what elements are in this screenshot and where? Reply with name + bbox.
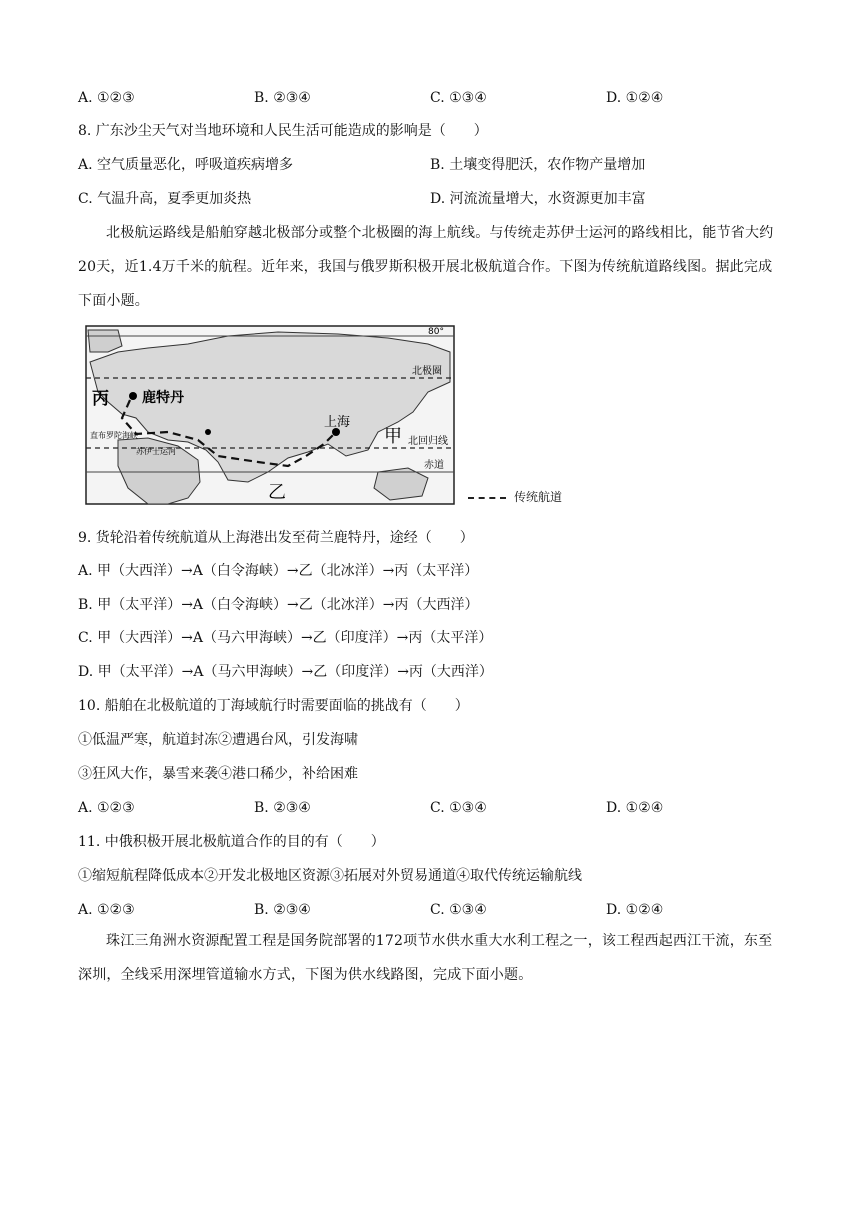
q9-option-b: B. 甲（太平洋）→A（白令海峡）→乙（北冰洋）→丙（大西洋） [78, 597, 479, 613]
q8-stem: 8. 广东沙尘天气对当地环境和人民生活可能造成的影响是（ ） [78, 123, 488, 139]
passage-pearl-river-text: 珠江三角洲水资源配置工程是国务院部署的172项节水供水重大水利工程之一，该工程西起西江干流，东至深圳，全线采用深埋管道输水方式，下图为供水线路图，完成下面小题。 [78, 933, 773, 983]
q10-option-c: C. ①③④ [430, 800, 487, 816]
shipping-route-map [78, 322, 608, 512]
map-label-yi: 乙 [268, 482, 286, 503]
q9-option-c: C. 甲（大西洋）→A（马六甲海峡）→乙（印度洋）→丙（太平洋） [78, 630, 493, 646]
q8-option-a: A. 空气质量恶化，呼吸道疾病增多 [78, 157, 294, 173]
q10-stem: 10. 船舶在北极航道的丁海域航行时需要面临的挑战有（ ） [78, 698, 469, 714]
passage-arctic [78, 216, 783, 318]
q11-option-d: D. ①②④ [606, 902, 664, 918]
q7-option-a: A. ①②③ [78, 90, 135, 106]
map-label-gibraltar: 直布罗陀海峡 [90, 431, 138, 440]
q7-option-c: C. ①③④ [430, 90, 487, 106]
passage-arctic-text: 北极航运路线是船舶穿越北极部分或整个北极圈的海上航线。与传统走苏伊士运河的路线相比，能节省大约20天，近1.4万千米的航程。近年来，我国与俄罗斯积极开展北极航道合作。下图为传统航道路线图。据此完成下面小题。 [78, 225, 774, 309]
q9-option-a: A. 甲（大西洋）→A（白令海峡）→乙（北冰洋）→丙（太平洋） [78, 563, 479, 579]
map-label-equator: 赤道 [424, 460, 444, 471]
map-label-rotterdam: 鹿特丹 [142, 390, 184, 406]
q8-option-d: D. 河流流量增大，水资源更加丰富 [430, 191, 646, 207]
passage-pearl-river [78, 924, 783, 992]
map-label-lat80: 80° [428, 327, 444, 337]
map-figure [78, 322, 608, 512]
map-label-jia: 甲 [384, 426, 402, 447]
q10-item-1: ①低温严寒，航道封冻②遭遇台风，引发海啸 [78, 732, 358, 748]
q10-item-2: ③狂风大作，暴雪来袭④港口稀少，补给困难 [78, 766, 358, 782]
map-label-bing: 丙 [92, 389, 109, 409]
map-legend [468, 488, 562, 505]
q10-option-a: A. ①②③ [78, 800, 135, 816]
legend-dash-line [468, 497, 506, 499]
q11-stem: 11. 中俄积极开展北极航道合作的目的有（ ） [78, 834, 385, 850]
legend-label: 传统航道 [514, 490, 563, 504]
q9-option-d: D. 甲（太平洋）→A（马六甲海峡）→乙（印度洋）→丙（大西洋） [78, 664, 493, 680]
q7-option-d: D. ①②④ [606, 90, 664, 106]
q8-option-b: B. 土壤变得肥沃，农作物产量增加 [430, 157, 646, 173]
map-label-arctic-circle: 北极圈 [412, 366, 442, 377]
q7-option-b: B. ②③④ [254, 90, 311, 106]
q8-option-c: C. 气温升高，夏季更加炎热 [78, 191, 252, 207]
q11-option-a: A. ①②③ [78, 902, 135, 918]
map-label-shanghai: 上海 [324, 415, 351, 430]
q11-option-c: C. ①③④ [430, 902, 487, 918]
map-label-tropic: 北回归线 [408, 436, 448, 447]
map-label-suez: 苏伊士运河 [136, 447, 176, 456]
q10-option-b: B. ②③④ [254, 800, 311, 816]
q9-stem: 9. 货轮沿着传统航道从上海港出发至荷兰鹿特丹，途经（ ） [78, 530, 474, 546]
q11-option-b: B. ②③④ [254, 902, 311, 918]
q11-item-1: ①缩短航程降低成本②开发北极地区资源③拓展对外贸易通道④取代传统运输航线 [78, 868, 582, 884]
q10-option-d: D. ①②④ [606, 800, 664, 816]
